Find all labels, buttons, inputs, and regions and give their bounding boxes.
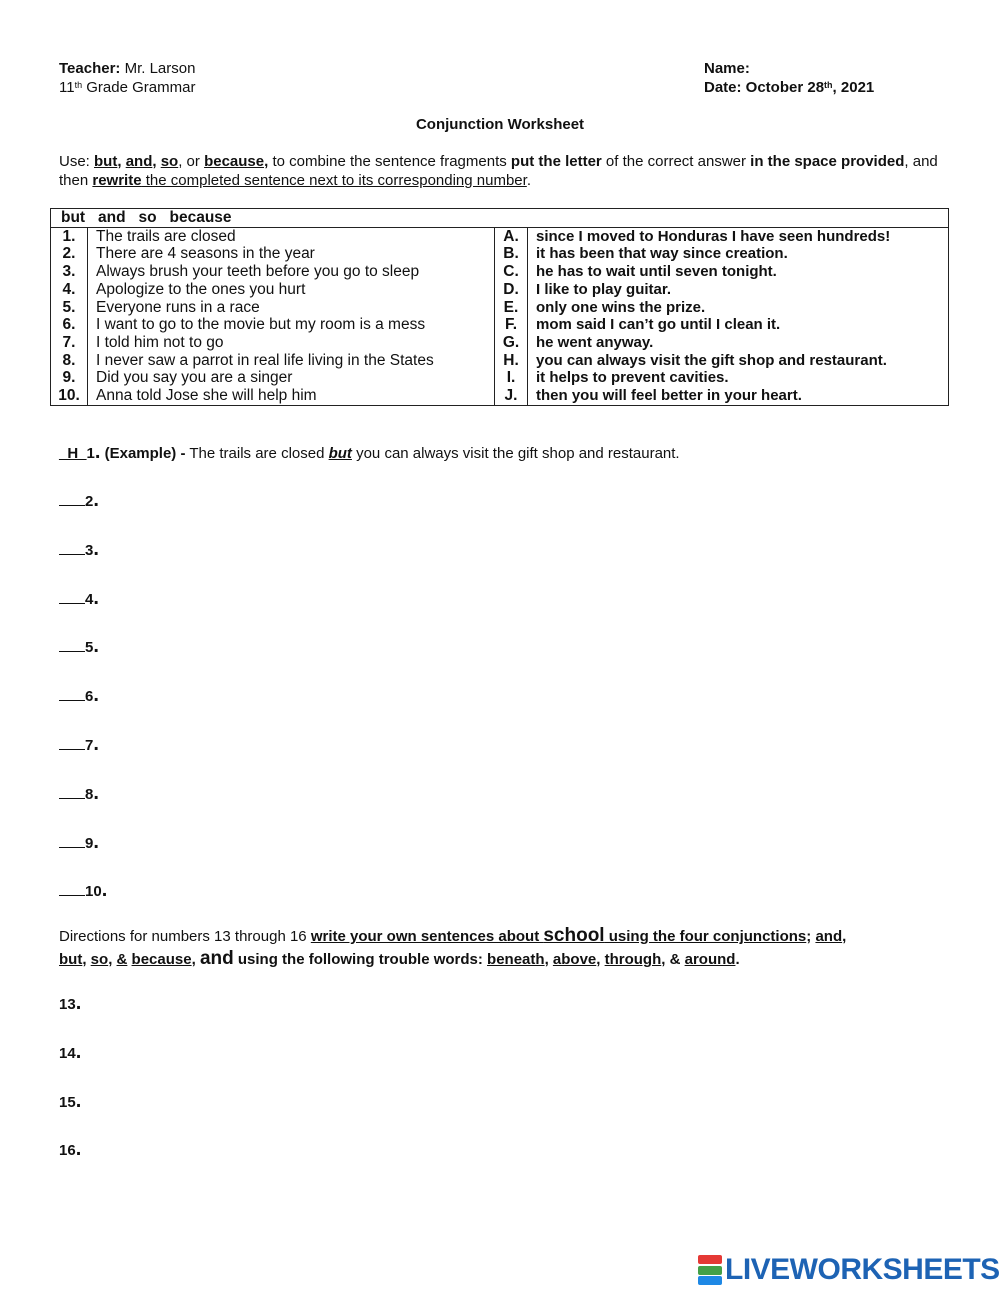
conjunction-list <box>51 209 949 228</box>
answer-number: 8 <box>85 785 94 803</box>
matching-table <box>50 208 949 406</box>
answer-blank[interactable] <box>59 493 85 506</box>
answer-fragment: he went anyway. <box>528 334 949 352</box>
instr-so: so <box>160 153 179 170</box>
example-line <box>59 441 680 463</box>
dir-period: . <box>735 951 740 968</box>
badge-block <box>698 1266 722 1275</box>
answer-blank[interactable] <box>59 639 85 652</box>
instr-and: and <box>125 153 153 170</box>
example-blank-answer: _H_ <box>59 445 87 462</box>
answer-fragment: he has to wait until seven tonight. <box>528 263 949 281</box>
sentence-fragment: Always brush your teeth before you go to sleep <box>88 263 495 281</box>
example-number: 1 <box>86 445 95 462</box>
answer-number: 2 <box>85 493 94 510</box>
example-dot: . <box>94 441 101 463</box>
row-number: 7. <box>51 334 88 352</box>
badge-block <box>698 1255 722 1264</box>
own-sentence-line <box>59 1089 82 1112</box>
sentence-fragment: The trails are closed <box>88 227 495 245</box>
row-number: 3. <box>51 263 88 281</box>
row-number: 8. <box>51 352 88 370</box>
answer-letter: E. <box>495 299 528 317</box>
dir-so: so <box>90 951 109 968</box>
table-header-row <box>51 209 949 228</box>
answer-fragment: only one wins the prize. <box>528 299 949 317</box>
example-text: The trails are closed <box>185 445 329 462</box>
dir-because: because <box>131 951 192 968</box>
answer-number: 9 <box>85 834 94 852</box>
answer-number: 6 <box>85 688 94 706</box>
own-sentence-number: 13 <box>59 996 76 1013</box>
grade-subject: Grade Grammar <box>86 79 196 96</box>
answer-letter: D. <box>495 281 528 299</box>
answer-dot: . <box>93 733 99 755</box>
answer-line <box>59 781 99 804</box>
answer-blank[interactable] <box>59 591 85 604</box>
date-suffix: th <box>824 80 833 90</box>
dir-around: around <box>684 951 736 968</box>
table-row <box>51 281 949 299</box>
answer-dot: . <box>93 489 99 511</box>
own-sentence-number: 15 <box>59 1093 76 1111</box>
table-row <box>51 263 949 281</box>
answer-letter: I. <box>495 369 528 387</box>
answer-letter: J. <box>495 387 528 405</box>
name-label: Name: <box>704 60 750 77</box>
dir-sep: ; <box>806 928 816 945</box>
answer-blank[interactable] <box>59 542 85 555</box>
answer-dot: . <box>101 879 108 902</box>
dir-sep: , <box>842 928 847 945</box>
worksheet-title: Conjunction Worksheet <box>415 116 585 133</box>
answer-line <box>59 830 99 853</box>
teacher-line <box>59 59 195 78</box>
brand-text: LIVEWORKSHEETS <box>725 1253 1000 1286</box>
row-number: 2. <box>51 245 88 263</box>
own-sentence-number: 14 <box>59 1044 76 1062</box>
answer-dot: . <box>93 635 99 658</box>
dir-sep: , <box>82 951 91 968</box>
table-row <box>51 369 949 387</box>
own-sentence-dot: . <box>75 1089 82 1112</box>
table-body <box>51 227 949 405</box>
dir-through: through <box>604 951 662 968</box>
teacher-block <box>59 59 195 97</box>
teacher-name: Mr. Larson <box>124 60 196 77</box>
dir-using: using the following trouble words: <box>233 951 488 968</box>
example-text: you can always visit the gift shop and restaurant. <box>351 445 680 462</box>
answer-fragment: mom said I can’t go until I clean it. <box>528 316 949 334</box>
dir-school: school <box>543 925 605 946</box>
answer-blank[interactable] <box>59 835 85 848</box>
teacher-label: Teacher: <box>59 60 121 77</box>
instr-but: but <box>94 153 118 170</box>
instr-in-space: in the space provided <box>750 153 905 170</box>
table-row <box>51 316 949 334</box>
dir-above: above <box>552 951 597 968</box>
instr-text: the completed sentence next to its corresponding number <box>141 172 527 189</box>
directions <box>59 925 939 971</box>
instr-text: , and then <box>59 153 938 189</box>
table-row <box>51 299 949 317</box>
answer-dot: . <box>93 830 99 853</box>
answer-letter: B. <box>495 245 528 263</box>
dir-but: but <box>59 951 83 968</box>
answer-blank[interactable] <box>59 688 85 701</box>
answer-line <box>59 537 99 560</box>
sentence-fragment: Apologize to the ones you hurt <box>88 281 495 299</box>
answer-fragment: then you will feel better in your heart. <box>528 387 949 405</box>
answer-line <box>59 635 99 658</box>
grade-number: 11 <box>59 79 75 96</box>
row-number: 1. <box>51 227 88 245</box>
sentence-fragment: Did you say you are a singer <box>88 369 495 387</box>
student-block <box>704 59 874 97</box>
answer-number: 3 <box>85 541 94 559</box>
answer-letter: H. <box>495 352 528 370</box>
row-number: 5. <box>51 299 88 317</box>
dir-four-conj: using the four conjunctions <box>604 928 807 945</box>
answer-letter: A. <box>495 227 528 245</box>
liveworksheets-logo <box>698 1253 1000 1287</box>
logo-badge-icon <box>698 1255 722 1285</box>
answer-line <box>59 684 99 707</box>
dir-amp: & <box>116 951 128 968</box>
example-conjunction: but <box>328 445 352 462</box>
date-line <box>704 78 874 97</box>
own-sentence-dot: . <box>75 992 82 1014</box>
table-row <box>51 245 949 263</box>
instr-text: of the correct answer <box>601 153 751 170</box>
answer-dot: . <box>93 586 99 609</box>
table-row <box>51 334 949 352</box>
own-sentence-line <box>59 1040 82 1063</box>
instr-because: because, <box>204 153 269 170</box>
sentence-fragment: I told him not to go <box>88 334 495 352</box>
row-number: 10. <box>51 387 88 405</box>
badge-block <box>698 1276 722 1285</box>
answer-number: 5 <box>85 639 94 657</box>
sentence-fragment: I never saw a parrot in real life living in the States <box>88 352 495 370</box>
row-number: 9. <box>51 369 88 387</box>
dir-sep: , <box>544 951 553 968</box>
answer-fragment: it helps to prevent cavities. <box>528 369 949 387</box>
sentence-fragment: Everyone runs in a race <box>88 299 495 317</box>
row-number: 6. <box>51 316 88 334</box>
answer-fragment: you can always visit the gift shop and restaurant. <box>528 352 949 370</box>
answer-line <box>59 879 108 902</box>
dir-text: Directions for numbers 13 through 16 <box>59 928 311 945</box>
answer-blank[interactable] <box>59 737 85 750</box>
instr-put-letter: put the letter <box>510 153 602 170</box>
dir-beneath: beneath <box>487 951 545 968</box>
dir-sep: , <box>108 951 117 968</box>
sentence-fragment: There are 4 seasons in the year <box>88 245 495 263</box>
instr-text: , or <box>178 153 205 170</box>
own-sentence-dot: . <box>75 1138 82 1161</box>
instr-comma: , <box>117 153 126 170</box>
dir-sep: , <box>191 951 200 968</box>
answer-letter: G. <box>495 334 528 352</box>
dir-sep: , <box>596 951 605 968</box>
answer-number: 4 <box>85 590 94 608</box>
date-year: , 2021 <box>832 79 875 96</box>
answer-line <box>59 733 99 755</box>
own-sentence-dot: . <box>75 1040 82 1063</box>
answer-letter: C. <box>495 263 528 281</box>
answer-fragment: it has been that way since creation. <box>528 245 949 263</box>
own-sentence-line <box>59 992 82 1014</box>
sentence-fragment: Anna told Jose she will help him <box>88 387 495 405</box>
dir-and: and <box>815 928 843 945</box>
answer-fragment: I like to play guitar. <box>528 281 949 299</box>
instr-rewrite: rewrite <box>92 172 142 189</box>
answer-number: 7 <box>85 737 94 754</box>
dir-sep: , & <box>661 951 685 968</box>
table-row <box>51 352 949 370</box>
answer-dot: . <box>93 684 99 707</box>
grade-line <box>59 78 195 97</box>
answer-number: 10 <box>85 883 102 901</box>
answer-blank[interactable] <box>59 883 85 896</box>
table-row <box>51 387 949 405</box>
answer-fragment: since I moved to Honduras I have seen hundreds! <box>528 227 949 245</box>
instr-text: Use: <box>59 153 95 170</box>
instructions <box>59 152 939 190</box>
instr-comma: , <box>152 153 161 170</box>
answer-line <box>59 489 99 511</box>
own-sentence-number: 16 <box>59 1142 76 1160</box>
sentence-fragment: I want to go to the movie but my room is a mess <box>88 316 495 334</box>
answer-line <box>59 586 99 609</box>
example-label: (Example) - <box>104 445 186 462</box>
row-number: 4. <box>51 281 88 299</box>
dir-and-big: and <box>199 948 234 969</box>
conjunction-list-text: but and so because <box>61 209 232 226</box>
own-sentence-line <box>59 1138 82 1161</box>
date-label: Date: October 28 <box>704 79 825 96</box>
answer-blank[interactable] <box>59 786 85 799</box>
dir-write-own: write your own sentences about <box>310 928 544 945</box>
instr-text: to combine the sentence fragments <box>268 153 511 170</box>
answer-dot: . <box>93 781 99 804</box>
table-row <box>51 227 949 245</box>
grade-suffix: th <box>74 80 83 90</box>
instr-period: . <box>526 172 531 189</box>
answer-letter: F. <box>495 316 528 334</box>
answer-dot: . <box>93 537 99 560</box>
